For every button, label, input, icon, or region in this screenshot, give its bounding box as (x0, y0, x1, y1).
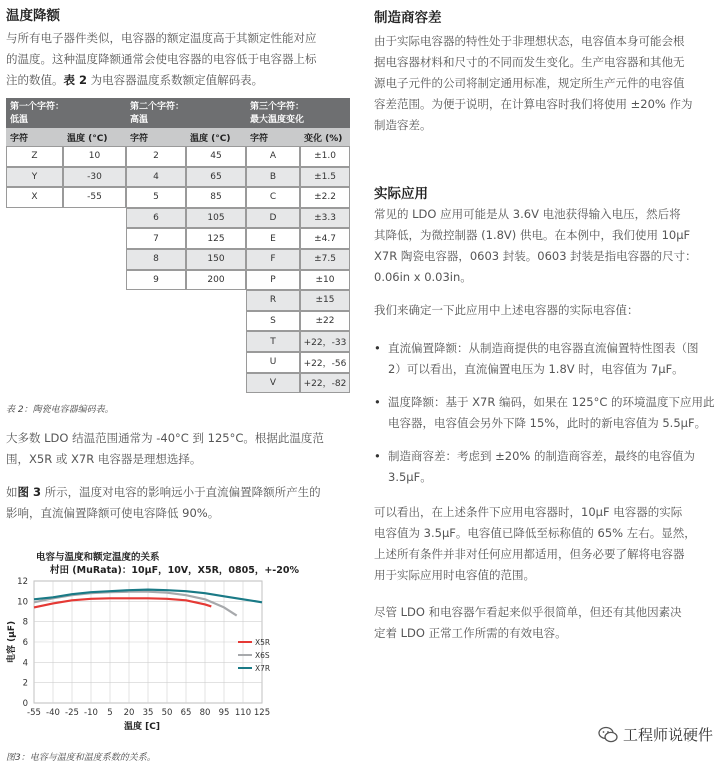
table-cell-value: +22，-33 (300, 331, 350, 352)
paragraph-determine: 我们来确定一下此应用中上述电容器的实际电容值： (374, 303, 639, 317)
figure-reference: 图 3 (17, 485, 42, 499)
text-line: 3.5μF。 (388, 470, 432, 484)
paragraph-application (374, 204, 722, 288)
text-line: 制造商容差：考虑到 ±20% 的制造商容差，最终的电容值为 (388, 449, 696, 463)
section-heading-manufacturer-tolerance: 制造商容差 (374, 10, 442, 26)
table-cell-code: 5 (126, 187, 186, 208)
table-cell-code: T (246, 331, 300, 352)
table-cell-value: 125 (186, 228, 246, 249)
table-group-header: 第一个字符： 低温 (6, 98, 126, 128)
table-cell-value: 150 (186, 249, 246, 270)
table-cell-value: -30 (63, 167, 126, 188)
bullet-dot-icon: • (374, 449, 381, 463)
x-tick-label: -25 (65, 708, 79, 718)
table-cell-value: -55 (63, 187, 126, 208)
text-line: 其降低，为微控制器 (1.8V) 供电。在本例中，我们使用 10μF (374, 228, 691, 242)
text-line (6, 70, 354, 91)
legend-label: X5R (255, 638, 271, 647)
table-cell-value: +22，-82 (300, 373, 350, 394)
table-group-header: 第二个字符： 高温 (126, 98, 246, 128)
text-line: 2）可以看出，直流偏置电压为 1.8V 时，电容值为 7μF。 (388, 362, 684, 376)
table-reference: 表 2 (63, 73, 88, 87)
x-tick-label: 80 (199, 708, 211, 718)
paragraph-tolerance (374, 31, 722, 136)
text-span: 注的数值。 (6, 73, 64, 87)
text-line: 可以看出，在上述条件下应用电容器时，10μF 电容器的实际 (374, 505, 683, 519)
wechat-watermark (598, 724, 713, 745)
text-line: 的温度。这种温度降额通常会使电容器的电容低于电容器上标 (6, 52, 317, 66)
y-tick-label: 4 (22, 658, 28, 669)
table-cell-value: ±22 (300, 311, 350, 332)
table-cell-code: Y (6, 167, 63, 188)
table-cell-code: Z (6, 146, 63, 167)
y-axis-label: 电容 (μF) (7, 620, 17, 664)
x-tick-label: 5 (107, 708, 113, 718)
text-line: 围，X5R 或 X7R 电容器是理想选择。 (6, 452, 202, 466)
table-cell-value: ±4.7 (300, 228, 350, 249)
paragraph-conclusion (374, 602, 722, 644)
table-cell-code: V (246, 373, 300, 394)
text-line: 上述所有条件并非对任何应用都适用，但务必要了解将电容器 (374, 547, 685, 561)
x-tick-label: 35 (142, 708, 154, 718)
y-tick-label: 10 (17, 597, 28, 608)
table-cell-code: U (246, 352, 300, 373)
wechat-icon (598, 726, 618, 744)
x-tick-label: 125 (253, 708, 271, 718)
table-cell-code: A (246, 146, 300, 167)
table-cell-code: B (246, 167, 300, 188)
table-cell-code: F (246, 249, 300, 270)
legend-label: X7R (255, 664, 271, 673)
table-column-header: 字符 (126, 128, 186, 146)
list-item (374, 338, 722, 380)
table-cell-code: 6 (126, 208, 186, 229)
table-cell-code: 4 (126, 167, 186, 188)
table-cell-value: ±15 (300, 290, 350, 311)
text-line: 影响，直流偏置降额可使电容降低 90%。 (6, 506, 220, 520)
watermark-text: 工程师说硬件 (622, 726, 713, 744)
bullet-dot-icon: • (374, 395, 381, 409)
chart-subtitle: 村田 (MuRata)：10μF，10V，X5R，0805，+-20% (50, 565, 299, 576)
table-column-header: 字符 (246, 128, 300, 146)
text-line: X7R 陶瓷电容器，0603 封装。0603 封装是指电容器的尺寸： (374, 249, 697, 263)
table-cell-value: 105 (186, 208, 246, 229)
x-tick-label: 50 (161, 708, 173, 718)
chart-title: 电容与温度和额定温度的关系 (36, 552, 160, 563)
x-tick-label: -55 (27, 708, 41, 718)
text-span: 为电容器温度系数额定值解码表。 (87, 73, 264, 87)
table-column-header: 字符 (6, 128, 63, 146)
text-line: 由于实际电容器的特性处于非理想状态，电容值本身可能会根 (374, 34, 685, 48)
text-line: 制造容差。 (374, 118, 432, 132)
table-cell-code: D (246, 208, 300, 229)
text-line: 电容值为 3.5μF。电容值已降低至标称值的 65% 左右。显然， (374, 526, 696, 540)
text-line (6, 482, 356, 503)
text-span: 如 (6, 485, 18, 499)
text-line: 大多数 LDO 结温范围通常为 -40°C 到 125°C。根据此温度范 (6, 431, 324, 445)
table-group-header: 第三个字符： 最大温度变化 (246, 98, 350, 128)
table-cell-value: 200 (186, 270, 246, 291)
paragraph-figure3-ref (6, 482, 356, 524)
table-cell-value: ±7.5 (300, 249, 350, 270)
table-cell-value: +22，-56 (300, 352, 350, 373)
table-cell-value: ±2.2 (300, 187, 350, 208)
table-cell-value: ±10 (300, 270, 350, 291)
text-line: 据电容器材料和尺寸的不同而发生变化。生产电容器和其他无 (374, 55, 685, 69)
text-line: 温度降额：基于 X7R 编码，如果在 125°C 的环境温度下应用此 (388, 395, 715, 409)
table-cell-code: P (246, 270, 300, 291)
x-tick-label: 95 (218, 708, 230, 718)
x-tick-label: -40 (46, 708, 60, 718)
y-tick-label: 6 (22, 638, 28, 648)
table-caption: 表 2：陶瓷电容器编码表。 (6, 405, 114, 415)
section-heading-temperature-derating: 温度降额 (6, 8, 60, 24)
x-tick-label: -10 (84, 708, 98, 718)
text-line: 容差范围。为便于说明，在计算电容时我们将使用 ±20% 作为 (374, 97, 693, 111)
section-heading-practical-application: 实际应用 (374, 186, 428, 202)
x-tick-label: 110 (234, 708, 252, 718)
table-cell-code: 8 (126, 249, 186, 270)
table-cell-code: E (246, 228, 300, 249)
table-cell-code: R (246, 290, 300, 311)
table-cell-value: ±1.5 (300, 167, 350, 188)
legend-label: X6S (255, 651, 270, 660)
text-line: 定着 LDO 正常工作所需的有效电容。 (374, 626, 567, 640)
list-item (374, 446, 722, 488)
capacitance-temperature-chart (0, 574, 300, 754)
x-axis-label: 温度 [C] (124, 722, 160, 732)
table-column-header: 温度 (°C) (63, 128, 126, 146)
y-tick-label: 8 (22, 617, 28, 628)
text-line: 尽管 LDO 和电容器乍看起来似乎很简单，但还有其他因素决 (374, 605, 682, 619)
table-cell-code: X (6, 187, 63, 208)
table-cell-value: 65 (186, 167, 246, 188)
x-tick-label: 20 (123, 708, 135, 718)
text-line: 与所有电子器件类似，电容器的额定温度高于其额定性能对应 (6, 31, 317, 45)
x-tick-label: 65 (180, 708, 192, 718)
bullet-dot-icon: • (374, 341, 381, 355)
table-cell-value: 45 (186, 146, 246, 167)
paragraph-ldo-range (6, 428, 356, 470)
table-cell-code: 9 (126, 270, 186, 291)
figure-caption: 图3：电容与温度和温度系数的关系。 (6, 753, 156, 763)
table-cell-value: ±3.3 (300, 208, 350, 229)
bullet-list (374, 338, 722, 488)
table-cell-code: 2 (126, 146, 186, 167)
text-line: 电容器，电容值会另外下降 15%，此时的新电容值为 5.5μF。 (388, 416, 707, 430)
y-tick-label: 12 (17, 577, 28, 587)
text-line: 0.06in x 0.03in。 (374, 270, 472, 284)
table-cell-value: ±1.0 (300, 146, 350, 167)
table-cell-code: S (246, 311, 300, 332)
table-cell-code: C (246, 187, 300, 208)
y-tick-label: 0 (22, 699, 28, 709)
paragraph-temperature-intro (6, 28, 354, 91)
text-line: 直流偏置降额：从制造商提供的电容器直流偏置特性图表（图 (388, 341, 699, 355)
paragraph-result (374, 502, 722, 586)
y-tick-label: 2 (22, 678, 28, 689)
table-column-header: 变化 (%) (300, 128, 350, 146)
table-column-header: 温度 (°C) (186, 128, 246, 146)
list-item (374, 392, 722, 434)
text-span: 所示，温度对电容的影响远小于直流偏置降额所产生的 (41, 485, 321, 499)
text-line: 源电子元件的公司将制定通用标准，规定所生产元件的电容值 (374, 76, 685, 90)
table-cell-value: 10 (63, 146, 126, 167)
text-line: 常见的 LDO 应用可能是从 3.6V 电池获得输入电压，然后将 (374, 207, 681, 221)
table-cell-code: 7 (126, 228, 186, 249)
table-cell-value: 85 (186, 187, 246, 208)
capacitor-code-table (6, 98, 350, 394)
text-line: 用于实际应用时电容值的范围。 (374, 568, 535, 582)
